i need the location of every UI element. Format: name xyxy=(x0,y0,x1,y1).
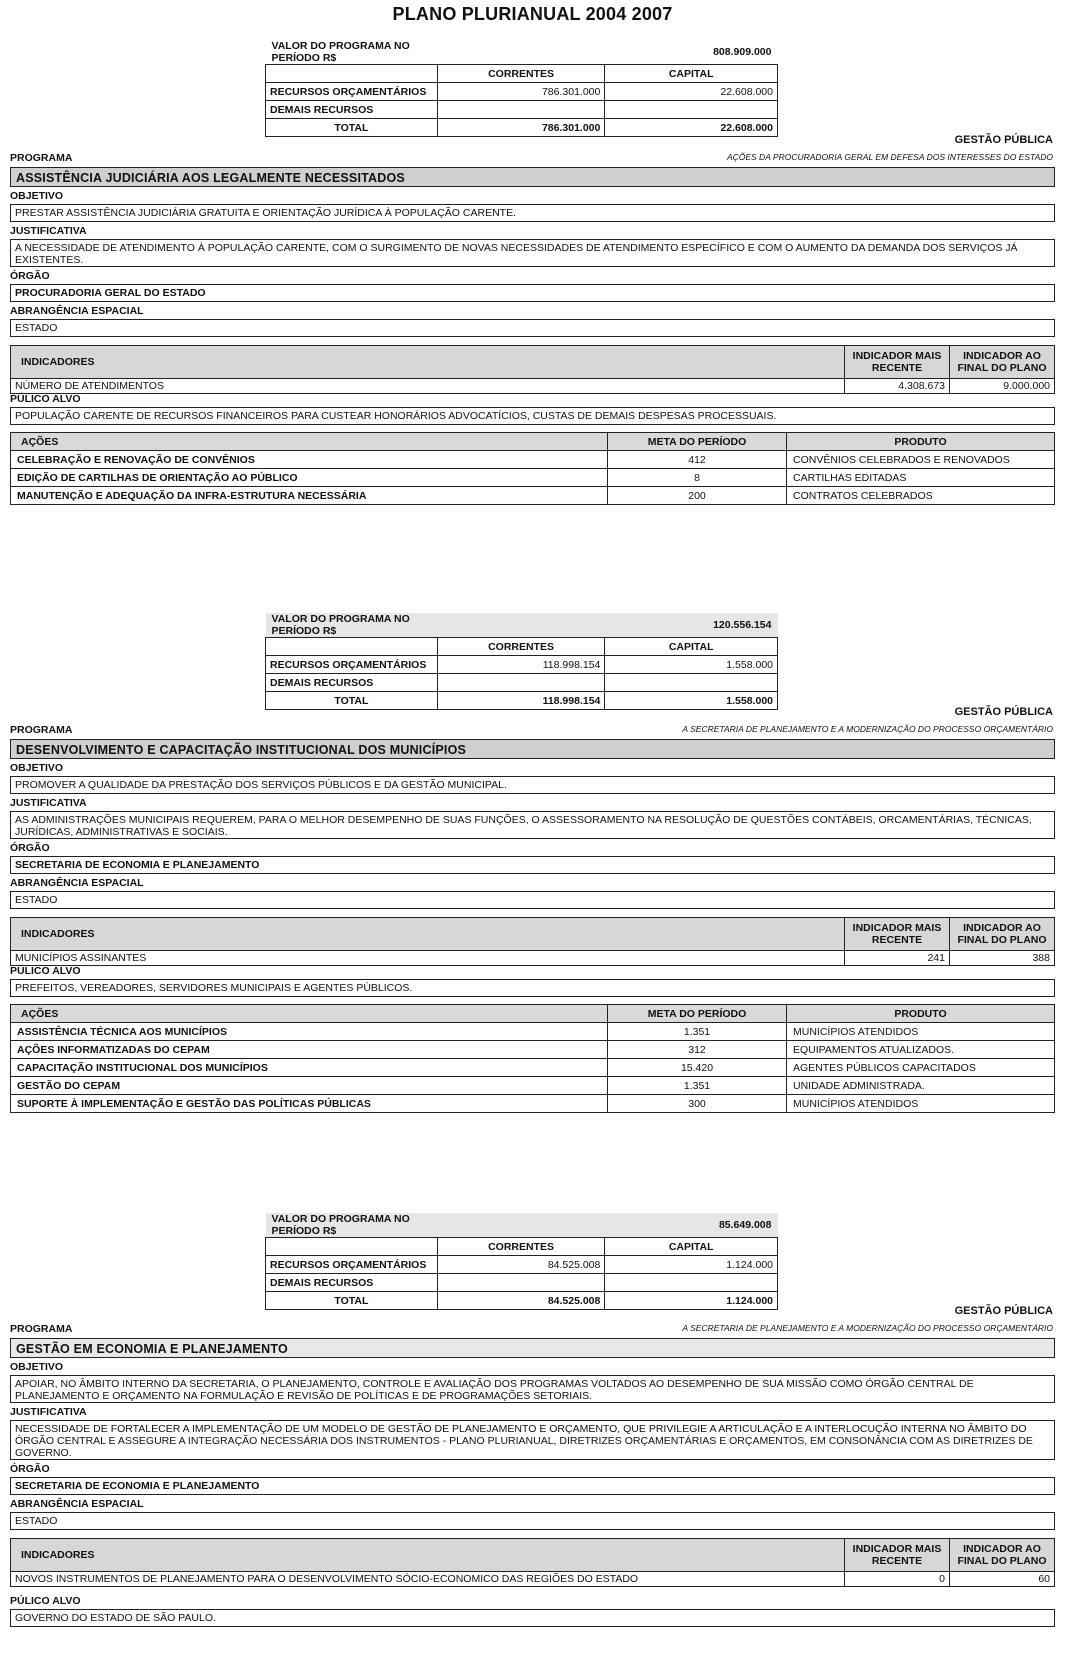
indicador-recente-value: 241 xyxy=(845,951,950,966)
acao-produto: MUNICÍPIOS ATENDIDOS xyxy=(787,1023,1055,1041)
indicador-name: MUNICÍPIOS ASSINANTES xyxy=(11,951,845,966)
acoes-table xyxy=(10,432,1055,505)
justificativa-text: NECESSIDADE DE FORTALECER A IMPLEMENTAÇÃO DE UM MODELO DE GESTÃO DE PLANEJAMENTO E ORÇAMENTO, QUE PRIVILEGIE A ARTICULAÇÃO E A INTERLOCUÇÃO INTERNA NO ÂMBITO DO ÓRGÃO CENTRAL E ASSEGURE A INTEGRAÇÃO NECESSÁRIA DOS INSTRUMENTOS - PLANO PLURIANUAL, DIRETRIZES ORÇAMENTÁRIAS E ORÇAMENTOS, EM CONSONÂNCIA COM AS DIRETRIZES DE GOVERNO. xyxy=(10,1420,1055,1460)
publico-alvo-text: POPULAÇÃO CARENTE DE RECURSOS FINANCEIROS PARA CUSTEAR HONORÁRIOS ADVOCATÍCIOS, CUSTAS DE DEMAIS DESPESAS PROCESSUAIS. xyxy=(10,407,1055,425)
abrangencia-text: ESTADO xyxy=(10,1512,1055,1530)
acao-name: CAPACITAÇÃO INSTITUCIONAL DOS MUNICÍPIOS xyxy=(11,1059,608,1077)
acao-name: CELEBRAÇÃO E RENOVAÇÃO DE CONVÊNIOS xyxy=(11,451,608,469)
table-row xyxy=(11,1059,1055,1077)
acao-produto: AGENTES PÚBLICOS CAPACITADOS xyxy=(787,1059,1055,1077)
publico-alvo-text: PREFEITOS, VEREADORES, SERVIDORES MUNICIPAIS E AGENTES PÚBLICOS. xyxy=(10,979,1055,997)
orgao-label: ÓRGÃO xyxy=(10,270,50,282)
program-title: GESTÃO EM ECONOMIA E PLANEJAMENTO xyxy=(10,1338,1055,1358)
gestao-subtitle: AÇÕES DA PROCURADORIA GERAL EM DEFESA DOS INTERESSES DO ESTADO xyxy=(726,152,1053,162)
capital-header: CAPITAL xyxy=(605,65,778,83)
justificativa-text: AS ADMINISTRAÇÕES MUNICIPAIS REQUEREM, PARA O MELHOR DESEMPENHO DE SUAS FUNÇÕES, O ASSESSORAMENTO NA RESOLUÇÃO DE QUESTÕES CONTÁBEIS, ORCAMENTÁRIAS, TÉCNICAS, JURÍDICAS, ADMINISTRATIVAS E SOCIAIS. xyxy=(10,811,1055,839)
acao-meta: 15.420 xyxy=(608,1059,787,1077)
produto-header: PRODUTO xyxy=(787,1005,1055,1023)
financial-table xyxy=(265,1213,778,1310)
justificativa-label: JUSTIFICATIVA xyxy=(10,797,87,809)
meta-header: META DO PERÍODO xyxy=(608,1005,787,1023)
acao-meta: 8 xyxy=(608,469,787,487)
indicador-recente-value: 0 xyxy=(845,1572,950,1587)
total-correntes-value: 84.525.008 xyxy=(437,1292,605,1310)
total-label: TOTAL xyxy=(266,119,438,137)
table-row xyxy=(11,1041,1055,1059)
orgao-label: ÓRGÃO xyxy=(10,1463,50,1475)
gestao-subtitle: A SECRETARIA DE PLANEJAMENTO E A MODERNIZAÇÃO DO PROCESSO ORÇAMENTÁRIO xyxy=(682,1323,1053,1333)
valor-label: VALOR DO PROGRAMA NO PERÍODO R$ xyxy=(271,40,410,64)
acao-meta: 1.351 xyxy=(608,1023,787,1041)
justificativa-label: JUSTIFICATIVA xyxy=(10,225,87,237)
publico-alvo-label: PÚLICO ALVO xyxy=(10,965,81,977)
total-capital-value: 1.124.000 xyxy=(605,1292,778,1310)
recursos-correntes-value: 84.525.008 xyxy=(437,1256,605,1274)
objetivo-label: OBJETIVO xyxy=(10,1361,64,1373)
objetivo-text: APOIAR, NO ÂMBITO INTERNO DA SECRETARIA, O PLANEJAMENTO, CONTROLE E AVALIAÇÃO DOS PROGRAMAS VOLTADOS AO DESEMPENHO DE SUA MISSÃO COMO ÓRGÃO CENTRAL DE PLANEJAMENTO E ORÇAMENTO NA FORMULAÇÃO E REVISÃO DE POLÍTICAS E DE PROGRAMAÇÕES SETORIAIS. xyxy=(10,1375,1055,1403)
publico-alvo-text: GOVERNO DO ESTADO DE SÃO PAULO. xyxy=(10,1609,1055,1627)
document-title: PLANO PLURIANUAL 2004 2007 xyxy=(392,4,673,24)
acao-name: ASSISTÊNCIA TÉCNICA AOS MUNICÍPIOS xyxy=(11,1023,608,1041)
indicador-final-value: 60 xyxy=(950,1572,1055,1587)
table-row xyxy=(11,1077,1055,1095)
financial-table xyxy=(265,40,778,137)
indicador-final-value: 388 xyxy=(950,951,1055,966)
recursos-capital-value: 1.558.000 xyxy=(605,656,778,674)
indicador-recente-header: INDICADOR MAIS RECENTE xyxy=(845,918,950,951)
acao-name: MANUTENÇÃO E ADEQUAÇÃO DA INFRA-ESTRUTURA NECESSÁRIA xyxy=(11,487,608,505)
capital-header: CAPITAL xyxy=(605,638,778,656)
indicador-recente-header: INDICADOR MAIS RECENTE xyxy=(845,1539,950,1572)
acao-meta: 412 xyxy=(608,451,787,469)
publico-alvo-label: PÚLICO ALVO xyxy=(10,1595,81,1607)
correntes-header: CORRENTES xyxy=(437,1238,605,1256)
financial-table xyxy=(265,613,778,710)
orgao-text: SECRETARIA DE ECONOMIA E PLANEJAMENTO xyxy=(10,1477,1055,1495)
acao-name: GESTÃO DO CEPAM xyxy=(11,1077,608,1095)
indicador-final-header: INDICADOR AO FINAL DO PLANO xyxy=(950,346,1055,379)
recursos-orcamentarios-label: RECURSOS ORÇAMENTÁRIOS xyxy=(266,1256,438,1274)
indicador-name: NÚMERO DE ATENDIMENTOS xyxy=(11,379,845,394)
indicadores-table xyxy=(10,1538,1055,1587)
valor-label: VALOR DO PROGRAMA NO PERÍODO R$ xyxy=(266,613,438,638)
table-row xyxy=(11,469,1055,487)
indicador-final-header: INDICADOR AO FINAL DO PLANO xyxy=(950,918,1055,951)
acao-produto: CONVÊNIOS CELEBRADOS E RENOVADOS xyxy=(787,451,1055,469)
indicador-name: NOVOS INSTRUMENTOS DE PLANEJAMENTO PARA O DESENVOLVIMENTO SÓCIO-ECONOMICO DAS REGIÕES DO ESTADO xyxy=(11,1572,845,1587)
table-row xyxy=(11,1095,1055,1113)
total-label: TOTAL xyxy=(266,692,438,710)
gestao-publica-label: GESTÃO PÚBLICA xyxy=(954,134,1053,146)
valor-label: VALOR DO PROGRAMA NO PERÍODO R$ xyxy=(266,1213,438,1238)
abrangencia-label: ABRANGÊNCIA ESPACIAL xyxy=(10,877,144,889)
programa-label: PROGRAMA xyxy=(10,1323,73,1335)
acao-name: AÇÕES INFORMATIZADAS DO CEPAM xyxy=(11,1041,608,1059)
acao-produto: CARTILHAS EDITADAS xyxy=(787,469,1055,487)
acao-meta: 200 xyxy=(608,487,787,505)
programa-label: PROGRAMA xyxy=(10,152,73,164)
recursos-correntes-value: 118.998.154 xyxy=(437,656,605,674)
acao-meta: 1.351 xyxy=(608,1077,787,1095)
recursos-orcamentarios-label: RECURSOS ORÇAMENTÁRIOS xyxy=(266,83,438,101)
gestao-subtitle: A SECRETARIA DE PLANEJAMENTO E A MODERNIZAÇÃO DO PROCESSO ORÇAMENTÁRIO xyxy=(682,724,1053,734)
justificativa-label: JUSTIFICATIVA xyxy=(10,1406,87,1418)
acao-produto: MUNICÍPIOS ATENDIDOS xyxy=(787,1095,1055,1113)
publico-alvo-label: PÚLICO ALVO xyxy=(10,393,81,405)
recursos-correntes-value: 786.301.000 xyxy=(437,83,605,101)
acao-name: EDIÇÃO DE CARTILHAS DE ORIENTAÇÃO AO PÚBLICO xyxy=(11,469,608,487)
correntes-header: CORRENTES xyxy=(437,638,605,656)
acoes-header: AÇÕES xyxy=(11,433,608,451)
abrangencia-label: ABRANGÊNCIA ESPACIAL xyxy=(10,305,144,317)
recursos-capital-value: 1.124.000 xyxy=(605,1256,778,1274)
valor-total: 120.556.154 xyxy=(605,613,778,638)
indicador-final-header: INDICADOR AO FINAL DO PLANO xyxy=(950,1539,1055,1572)
valor-total: 85.649.008 xyxy=(605,1213,778,1238)
orgao-label: ÓRGÃO xyxy=(10,842,50,854)
total-label: TOTAL xyxy=(266,1292,438,1310)
meta-header: META DO PERÍODO xyxy=(608,433,787,451)
total-correntes-value: 786.301.000 xyxy=(437,119,605,137)
correntes-header: CORRENTES xyxy=(437,65,605,83)
objetivo-text: PROMOVER A QUALIDADE DA PRESTAÇÃO DOS SERVIÇOS PÚBLICOS E DA GESTÃO MUNICIPAL. xyxy=(10,776,1055,794)
table-row xyxy=(11,1023,1055,1041)
recursos-capital-value: 22.608.000 xyxy=(605,83,778,101)
indicadores-header: INDICADORES xyxy=(11,918,845,951)
gestao-publica-label: GESTÃO PÚBLICA xyxy=(954,1305,1053,1317)
acao-produto: CONTRATOS CELEBRADOS xyxy=(787,487,1055,505)
demais-recursos-label: DEMAIS RECURSOS xyxy=(266,1274,438,1292)
acao-name: SUPORTE À IMPLEMENTAÇÃO E GESTÃO DAS POLÍTICAS PÚBLICAS xyxy=(11,1095,608,1113)
objetivo-label: OBJETIVO xyxy=(10,190,64,202)
indicadores-header: INDICADORES xyxy=(11,346,845,379)
acoes-table xyxy=(10,1004,1055,1113)
demais-recursos-label: DEMAIS RECURSOS xyxy=(266,101,438,119)
acao-meta: 300 xyxy=(608,1095,787,1113)
produto-header: PRODUTO xyxy=(787,433,1055,451)
indicadores-table xyxy=(10,345,1055,394)
gestao-publica-label: GESTÃO PÚBLICA xyxy=(954,706,1053,718)
abrangencia-text: ESTADO xyxy=(10,891,1055,909)
justificativa-text: A NECESSIDADE DE ATENDIMENTO À POPULAÇÃO CARENTE, COM O SURGIMENTO DE NOVAS NECESSIDADES DE ATENDIMENTO ESPECÍFICO E COM O AUMENTO DA DEMANDA DOS SERVIÇOS JÁ EXISTENTES. xyxy=(10,239,1055,267)
orgao-text: PROCURADORIA GERAL DO ESTADO xyxy=(10,284,1055,302)
programa-label: PROGRAMA xyxy=(10,724,73,736)
objetivo-label: OBJETIVO xyxy=(10,762,64,774)
indicador-recente-header: INDICADOR MAIS RECENTE xyxy=(845,346,950,379)
orgao-text: SECRETARIA DE ECONOMIA E PLANEJAMENTO xyxy=(10,856,1055,874)
abrangencia-label: ABRANGÊNCIA ESPACIAL xyxy=(10,1498,144,1510)
program-title: DESENVOLVIMENTO E CAPACITAÇÃO INSTITUCIONAL DOS MUNICÍPIOS xyxy=(10,739,1055,759)
total-capital-value: 1.558.000 xyxy=(605,692,778,710)
indicadores-header: INDICADORES xyxy=(11,1539,845,1572)
acao-produto: EQUIPAMENTOS ATUALIZADOS. xyxy=(787,1041,1055,1059)
table-row xyxy=(11,487,1055,505)
demais-recursos-label: DEMAIS RECURSOS xyxy=(266,674,438,692)
acoes-header: AÇÕES xyxy=(11,1005,608,1023)
program-title: ASSISTÊNCIA JUDICIÁRIA AOS LEGALMENTE NECESSITADOS xyxy=(10,167,1055,187)
capital-header: CAPITAL xyxy=(605,1238,778,1256)
total-capital-value: 22.608.000 xyxy=(605,119,778,137)
acao-meta: 312 xyxy=(608,1041,787,1059)
valor-total: 808.909.000 xyxy=(713,46,772,58)
acao-produto: UNIDADE ADMINISTRADA. xyxy=(787,1077,1055,1095)
abrangencia-text: ESTADO xyxy=(10,319,1055,337)
table-row xyxy=(11,451,1055,469)
total-correntes-value: 118.998.154 xyxy=(437,692,605,710)
objetivo-text: PRESTAR ASSISTÊNCIA JUDICIÁRIA GRATUITA E ORIENTAÇÃO JURÍDICA À POPULAÇÃO CARENTE. xyxy=(10,204,1055,222)
indicadores-table xyxy=(10,917,1055,966)
recursos-orcamentarios-label: RECURSOS ORÇAMENTÁRIOS xyxy=(266,656,438,674)
indicador-final-value: 9.000.000 xyxy=(950,379,1055,394)
indicador-recente-value: 4.308.673 xyxy=(845,379,950,394)
